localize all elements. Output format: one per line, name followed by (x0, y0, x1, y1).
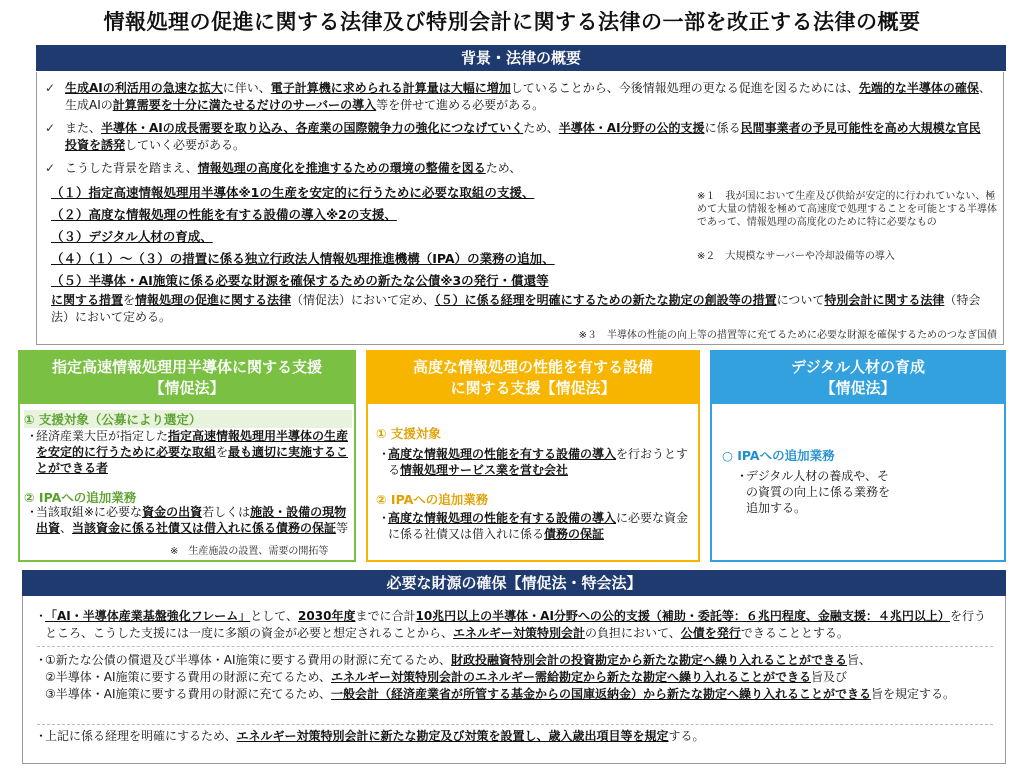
check-icon: ✓ (45, 161, 56, 175)
emphasis-text: 高度な情報処理の性能を有する設備の導入 (388, 447, 617, 461)
emphasis-text: 半導体・AI分野の公的支援 (558, 121, 705, 135)
body-text: を行うところ、こうした支援には一度に多額の資金が必要と想定されることから、 (45, 609, 986, 640)
finance-paragraph-1: ・ 「AI・半導体産業基盤強化フレーム」として、2030年度までに合計10兆円以上の半導体・AI分野への公的支援（補助・委託等：６兆円程度、金融支援：４兆円以上）を行うところ、こうした支援には一度に多額の資金が必要と想定されることから、エネルギー対策特別会計の負担において、公債を発行できることとする。 (35, 609, 986, 640)
footnote-2: ※２ 大規模なサーバーや冷却設備等の導入 (697, 251, 895, 262)
body-text: を行おうとする (388, 447, 689, 477)
measure-item-4: （４）（１）～（３）の措置に係る独立行政法人情報処理推進機構（IPA）の業務の追加、 (51, 251, 555, 266)
emphasis-text: 10兆円以上の半導体・AI分野への公的支援（補助・委託等：６兆円程度、金融支援：４兆円以上） (415, 609, 950, 623)
ipa-additional-task-heading: ② IPAへの追加業務 (376, 492, 489, 507)
emphasis-text: 一般会計（経済産業省が所管する基金からの国庫返納金）から新たな勘定へ繰り入れることができる (331, 687, 872, 701)
divider (37, 646, 993, 647)
check-icon: ✓ (45, 81, 56, 95)
emphasis-text: 民間事業者の予見可能性を高め大規模な官民投資を誘発 (65, 121, 981, 152)
digital-talent-header: デジタル人材の育成 【情促法】 (712, 352, 1004, 404)
semiconductor-support-panel (18, 350, 356, 562)
body-text: また、 (65, 121, 102, 135)
emphasis-text: に関する措置 (51, 293, 124, 307)
body-text: 、 (60, 521, 73, 535)
emphasis-text: 生成AIの利活用の急速な拡大 (65, 81, 223, 95)
body-text: 、生成AIの (65, 81, 991, 112)
background-paragraph-1 (45, 80, 991, 114)
background-section-header: 背景・法律の概要 (36, 45, 1006, 71)
high-performance-equipment-header: 高度な情報処理の性能を有する設備 に関する支援【情促法】 (368, 352, 698, 404)
ipa-additional-task-bullet: ・ 当該取組※に必要な資金の出資若しくは施設・設備の現物出資、当該資金に係る社債又は借入れに係る債務の保証等 (26, 505, 349, 535)
body-text: に係る (704, 121, 741, 135)
emphasis-text: 当該資金に係る社債又は借入れに係る債務の保証 (72, 521, 337, 535)
finance-section-header: 必要な財源の確保【情促法・特会法】 (22, 570, 1006, 596)
body-text: （特会法）において定める。 (51, 293, 981, 324)
body-text: 旨を規定する。 (871, 687, 956, 701)
footnote-3: ※３ 半導体の性能の向上等の措置等に充てるために必要な財源を確保するためのつなぎ国債 (578, 330, 997, 341)
emphasis-text: 半導体・AIの成長需要を取り込み、各産業の国際競争力の強化につなげていく (101, 121, 524, 135)
body-text: していく必要がある。 (125, 138, 246, 152)
emphasis-text: 施設・設備の現物出資 (36, 505, 347, 535)
body-text: までに合計 (355, 609, 416, 623)
body-text: こうした背景を踏まえ、 (65, 161, 198, 175)
emphasis-text: 資金の出資 (142, 505, 203, 519)
body-text: に伴い、 (222, 81, 271, 95)
background-paragraph-4 (51, 292, 991, 326)
high-performance-equipment-panel (366, 350, 700, 562)
body-text: 等 (336, 521, 349, 535)
body-text: を (123, 293, 136, 307)
body-text: ③半導体・AI施策に要する費用の財源に充てるため、 (45, 687, 332, 701)
support-target-bullet: ・ 高度な情報処理の性能を有する設備の導入を行おうとする情報処理サービス業を営む会社 (378, 447, 689, 477)
body-text: ため、 (485, 161, 522, 175)
emphasis-text: 最も適切に実施することができる者 (36, 445, 349, 475)
ipa-additional-task-bullet: ・ 高度な情報処理の性能を有する設備の導入に必要な資金に係る社債又は借入れに係る債務の保証 (378, 511, 689, 541)
emphasis-text: 財政投融資特別会計の投資勘定から新たな勘定へ繰り入れることができる (451, 653, 848, 667)
body-text: について (776, 293, 825, 307)
column1-footnote: ※ 生産施設の設置、需要の開拓等 (170, 546, 329, 557)
emphasis-text: 情報処理の高度化を推進するための環境の整備を図る (197, 161, 486, 175)
measure-item-2: （２）高度な情報処理の性能を有する設備の導入※2の支援、 (51, 207, 397, 222)
background-section (36, 72, 1004, 345)
ipa-additional-task-bullet: ・ デジタル人材の養成や、その資質の向上に係る業務を追加する。 (736, 469, 891, 515)
body-text: として、 (250, 609, 299, 623)
body-text: に必要な資金に係る社債又は借入れに係る (388, 511, 689, 541)
measure-item-1: （１）指定高速情報処理用半導体※1の生産を安定的に行うために必要な取組の支援、 (51, 185, 535, 200)
ipa-additional-task-heading: ○ IPAへの追加業務 (722, 448, 835, 463)
emphasis-text: 「AI・半導体産業基盤強化フレーム」 (45, 609, 251, 623)
body-text: していることから、今後情報処理の更なる促進を図るためには、 (510, 81, 859, 95)
footnote-1: ※１ 我が国において生産及び供給が安定的に行われていない、極めて大量の情報を極めて高速度で処理することを可能とする半導体であって、情報処理の高度化のために特に必要なもの (697, 191, 997, 228)
emphasis-text: 債務の保証 (544, 527, 605, 541)
body-text: 若しくは (202, 505, 251, 519)
support-target-bullet: ・ 経済産業大臣が指定した指定高速情報処理用半導体の生産を安定的に行うために必要な取組を最も適切に実施することができる者 (26, 429, 349, 475)
body-text: 当該取組※に必要な (36, 505, 143, 519)
emphasis-text: エネルギー対策特別会計に新たな勘定及び対策を設置し、歳入歳出項目等を規定 (236, 729, 669, 743)
emphasis-text: 情報処理サービス業を営む会社 (400, 463, 569, 477)
body-text: 経済産業大臣が指定した (36, 429, 169, 443)
semiconductor-support-header: 指定高速情報処理用半導体に関する支援 【情促法】 (20, 352, 354, 404)
body-text: （情促法）において定め、 (291, 293, 435, 307)
digital-talent-panel (710, 350, 1006, 562)
support-target-heading: ① 支援対象（公募により選定） (24, 410, 352, 428)
body-text: 等を併せて進める必要がある。 (376, 98, 545, 112)
body-text: ①新たな公債の償還及び半導体・AI施策に要する費用の財源に充てるため、 (45, 653, 452, 667)
body-text: を (216, 445, 229, 459)
page-title: 情報処理の促進に関する法律及び特別会計に関する法律の一部を改正する法律の概要 (103, 10, 921, 34)
body-text: できることとする。 (740, 626, 849, 640)
finance-paragraph-2: ・ ①新たな公債の償還及び半導体・AI施策に要する費用の財源に充てるため、財政投融資特別会計の投資勘定から新たな勘定へ繰り入れることができる旨、 ②半導体・AI施策に要する費用の財源に充てるため、エネルギー対策特別会計のエネルギー需給勘定から新たな勘定へ繰り入れることができる旨及び ③半導体・AI施策に要する費用の財源に充てるため、一般会計（経済産業省が所管する基金からの国庫返納金）から新たな勘定へ繰り入れることができる旨を規定する。 (35, 653, 956, 701)
check-icon: ✓ (45, 121, 56, 135)
emphasis-text: 指定高速情報処理用半導体の生産を安定的に行うために必要な取組 (36, 429, 349, 459)
emphasis-text: 2030年度 (298, 609, 356, 623)
emphasis-text: 特別会計に関する法律 (824, 293, 945, 307)
body-text: 上記に係る経理を明確にするため、 (45, 729, 237, 743)
emphasis-text: 先端的な半導体の確保 (858, 81, 979, 95)
ipa-additional-task-heading: ② IPAへの追加業務 (24, 490, 137, 505)
measure-item-3: （３）デジタル人材の育成、 (51, 229, 213, 244)
emphasis-text: エネルギー対策特別会計 (453, 626, 586, 640)
emphasis-text: 計算需要を十分に満たせるだけのサーバーの導入 (112, 98, 377, 112)
emphasis-text: 公債を発行 (680, 626, 741, 640)
background-paragraph-2 (45, 120, 991, 154)
emphasis-text: エネルギー対策特別会計のエネルギー需給勘定から新たな勘定へ繰り入れることができる (331, 670, 812, 684)
body-text: の負担において、 (585, 626, 681, 640)
background-paragraph-3 (45, 160, 991, 177)
measure-item-5: （５）半導体・AI施策に係る必要な財源を確保するための新たな公債※3の発行・償還等 (51, 273, 549, 288)
body-text: する。 (668, 729, 705, 743)
body-text: 旨及び (811, 670, 848, 684)
emphasis-text: 情報処理の促進に関する法律 (135, 293, 292, 307)
emphasis-text: 高度な情報処理の性能を有する設備の導入 (388, 511, 617, 525)
body-text: ため、 (523, 121, 559, 135)
emphasis-text: 電子計算機に求められる計算量は大幅に増加 (270, 81, 511, 95)
body-text: ②半導体・AI施策に要する費用の財源に充てるため、 (45, 670, 332, 684)
support-target-heading: ① 支援対象 (376, 426, 441, 441)
finance-paragraph-3: ・ 上記に係る経理を明確にするため、エネルギー対策特別会計に新たな勘定及び対策を設置し、歳入歳出項目等を規定する。 (35, 729, 705, 743)
body-text: 旨、 (847, 653, 872, 667)
emphasis-text: （５）に係る経理を明確にするための新たな勘定の創設等の措置 (434, 293, 777, 307)
finance-section (22, 596, 1006, 764)
divider (37, 724, 993, 725)
